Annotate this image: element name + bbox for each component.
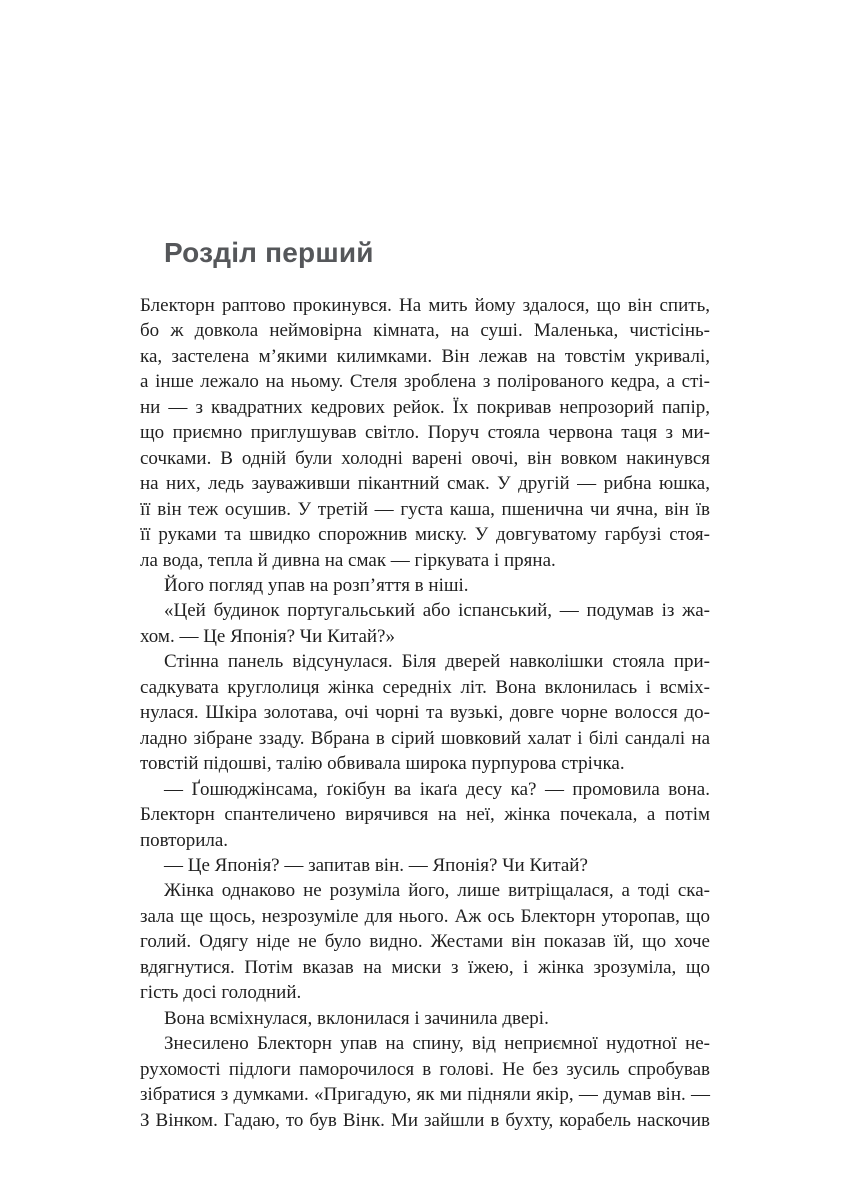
- text-line: а інше лежало на ньому. Стеля зроблена з полірованого кедра, а сті-: [140, 371, 710, 393]
- paragraph: [140, 1006, 710, 1031]
- text-line: хом. — Це Японія? Чи Китай?»: [140, 625, 395, 647]
- text-line: її він теж осушив. У третій — густа каша, пшенична чи ячна, він їв: [140, 498, 710, 520]
- paragraph: [140, 293, 710, 573]
- paragraph: [140, 573, 710, 598]
- paragraph: [140, 649, 710, 776]
- text-line: зала ще щось, незрозуміле для нього. Аж ось Блекторн уторопав, що: [140, 905, 710, 927]
- text-line: рухомості підлоги паморочилося в голові. Не без зусиль спробував: [140, 1058, 710, 1080]
- paragraph: [140, 853, 710, 878]
- paragraph: [140, 1031, 710, 1133]
- text-column: [140, 236, 710, 1133]
- paragraph: [140, 598, 710, 649]
- text-line: нулася. Шкіра золотава, очі чорні та вузькі, довге чорне волосся до-: [140, 702, 710, 724]
- text-line: Стінна панель відсунулася. Біля дверей навколішки стояла при-: [164, 651, 710, 673]
- text-line: Жінка однаково не розуміла його, лише витріщалася, а тоді ска-: [164, 880, 710, 902]
- text-line: ни — з квадратних кедрових рейок. Їх покривав непрозорий папір,: [140, 396, 710, 418]
- text-line: ла вода, тепла й дивна на смак — гіркувата і пряна.: [140, 549, 556, 571]
- paragraph: [140, 777, 710, 853]
- text-line: її руками та швидко спорожнив миску. У довгуватому гарбузі стоя-: [140, 524, 710, 546]
- text-line: ладно зібране ззаду. Вбрана в сірий шовковий халат і білі сандалі на: [140, 727, 710, 749]
- text-line: — Це Японія? — запитав він. — Японія? Чи Китай?: [164, 854, 588, 876]
- text-line: Вона всміхнулася, вклонилася і зачинила двері.: [164, 1007, 549, 1029]
- text-line: Його погляд упав на розп’яття в ніші.: [164, 574, 469, 596]
- text-line: що приємно приглушував світло. Поруч стояла червона таця з ми-: [140, 422, 710, 444]
- text-line: на них, ледь зауваживши пікантний смак. У другій — рибна юшка,: [140, 473, 710, 495]
- text-line: Блекторн спантеличено вирячився на неї, жінка почекала, а потім: [140, 804, 710, 826]
- text-line: бо ж довкола неймовірна кімната, на суші. Маленька, чистісінь-: [140, 320, 710, 342]
- text-line: Знесилено Блекторн упав на спину, від неприємної нудотної не-: [164, 1033, 710, 1055]
- text-line: Блекторн раптово прокинувся. На мить йому здалося, що він спить,: [140, 295, 710, 316]
- body-text: [140, 293, 710, 1133]
- text-line: голий. Одягу ніде не було видно. Жестами він показав їй, що хоче: [140, 931, 710, 953]
- paragraph: [140, 878, 710, 1005]
- text-line: товстій підошві, талію обвивала широка пурпурова стрічка.: [140, 753, 625, 775]
- text-line: гість досі голодний.: [140, 982, 302, 1004]
- text-line: зібратися з думками. «Пригадую, як ми підняли якір, — думав він. —: [140, 1084, 710, 1106]
- text-line: З Вінком. Гадаю, то був Вінк. Ми зайшли в бухту, корабель наскочив: [140, 1109, 710, 1131]
- text-line: садкувата круглолиця жінка середніх літ. Вона вклонилась і всміх-: [140, 676, 710, 698]
- text-line: сочками. В одній були холодні варені овочі, він вовком накинувся: [140, 447, 710, 469]
- text-line: повторила.: [140, 829, 229, 851]
- text-line: — Ґошюджінсама, ґокібун ва ікаґа десу ка? — промовила вона.: [164, 778, 710, 800]
- chapter-heading: Розділ перший: [164, 237, 374, 268]
- text-line: вдягнутися. Потім вказав на миски з їжею, і жінка зрозуміла, що: [140, 956, 710, 978]
- text-line: «Цей будинок португальський або іспанський, — подумав із жа-: [164, 600, 710, 622]
- text-line: ка, застелена м’якими килимками. Він лежав на товстім укривалі,: [140, 345, 710, 367]
